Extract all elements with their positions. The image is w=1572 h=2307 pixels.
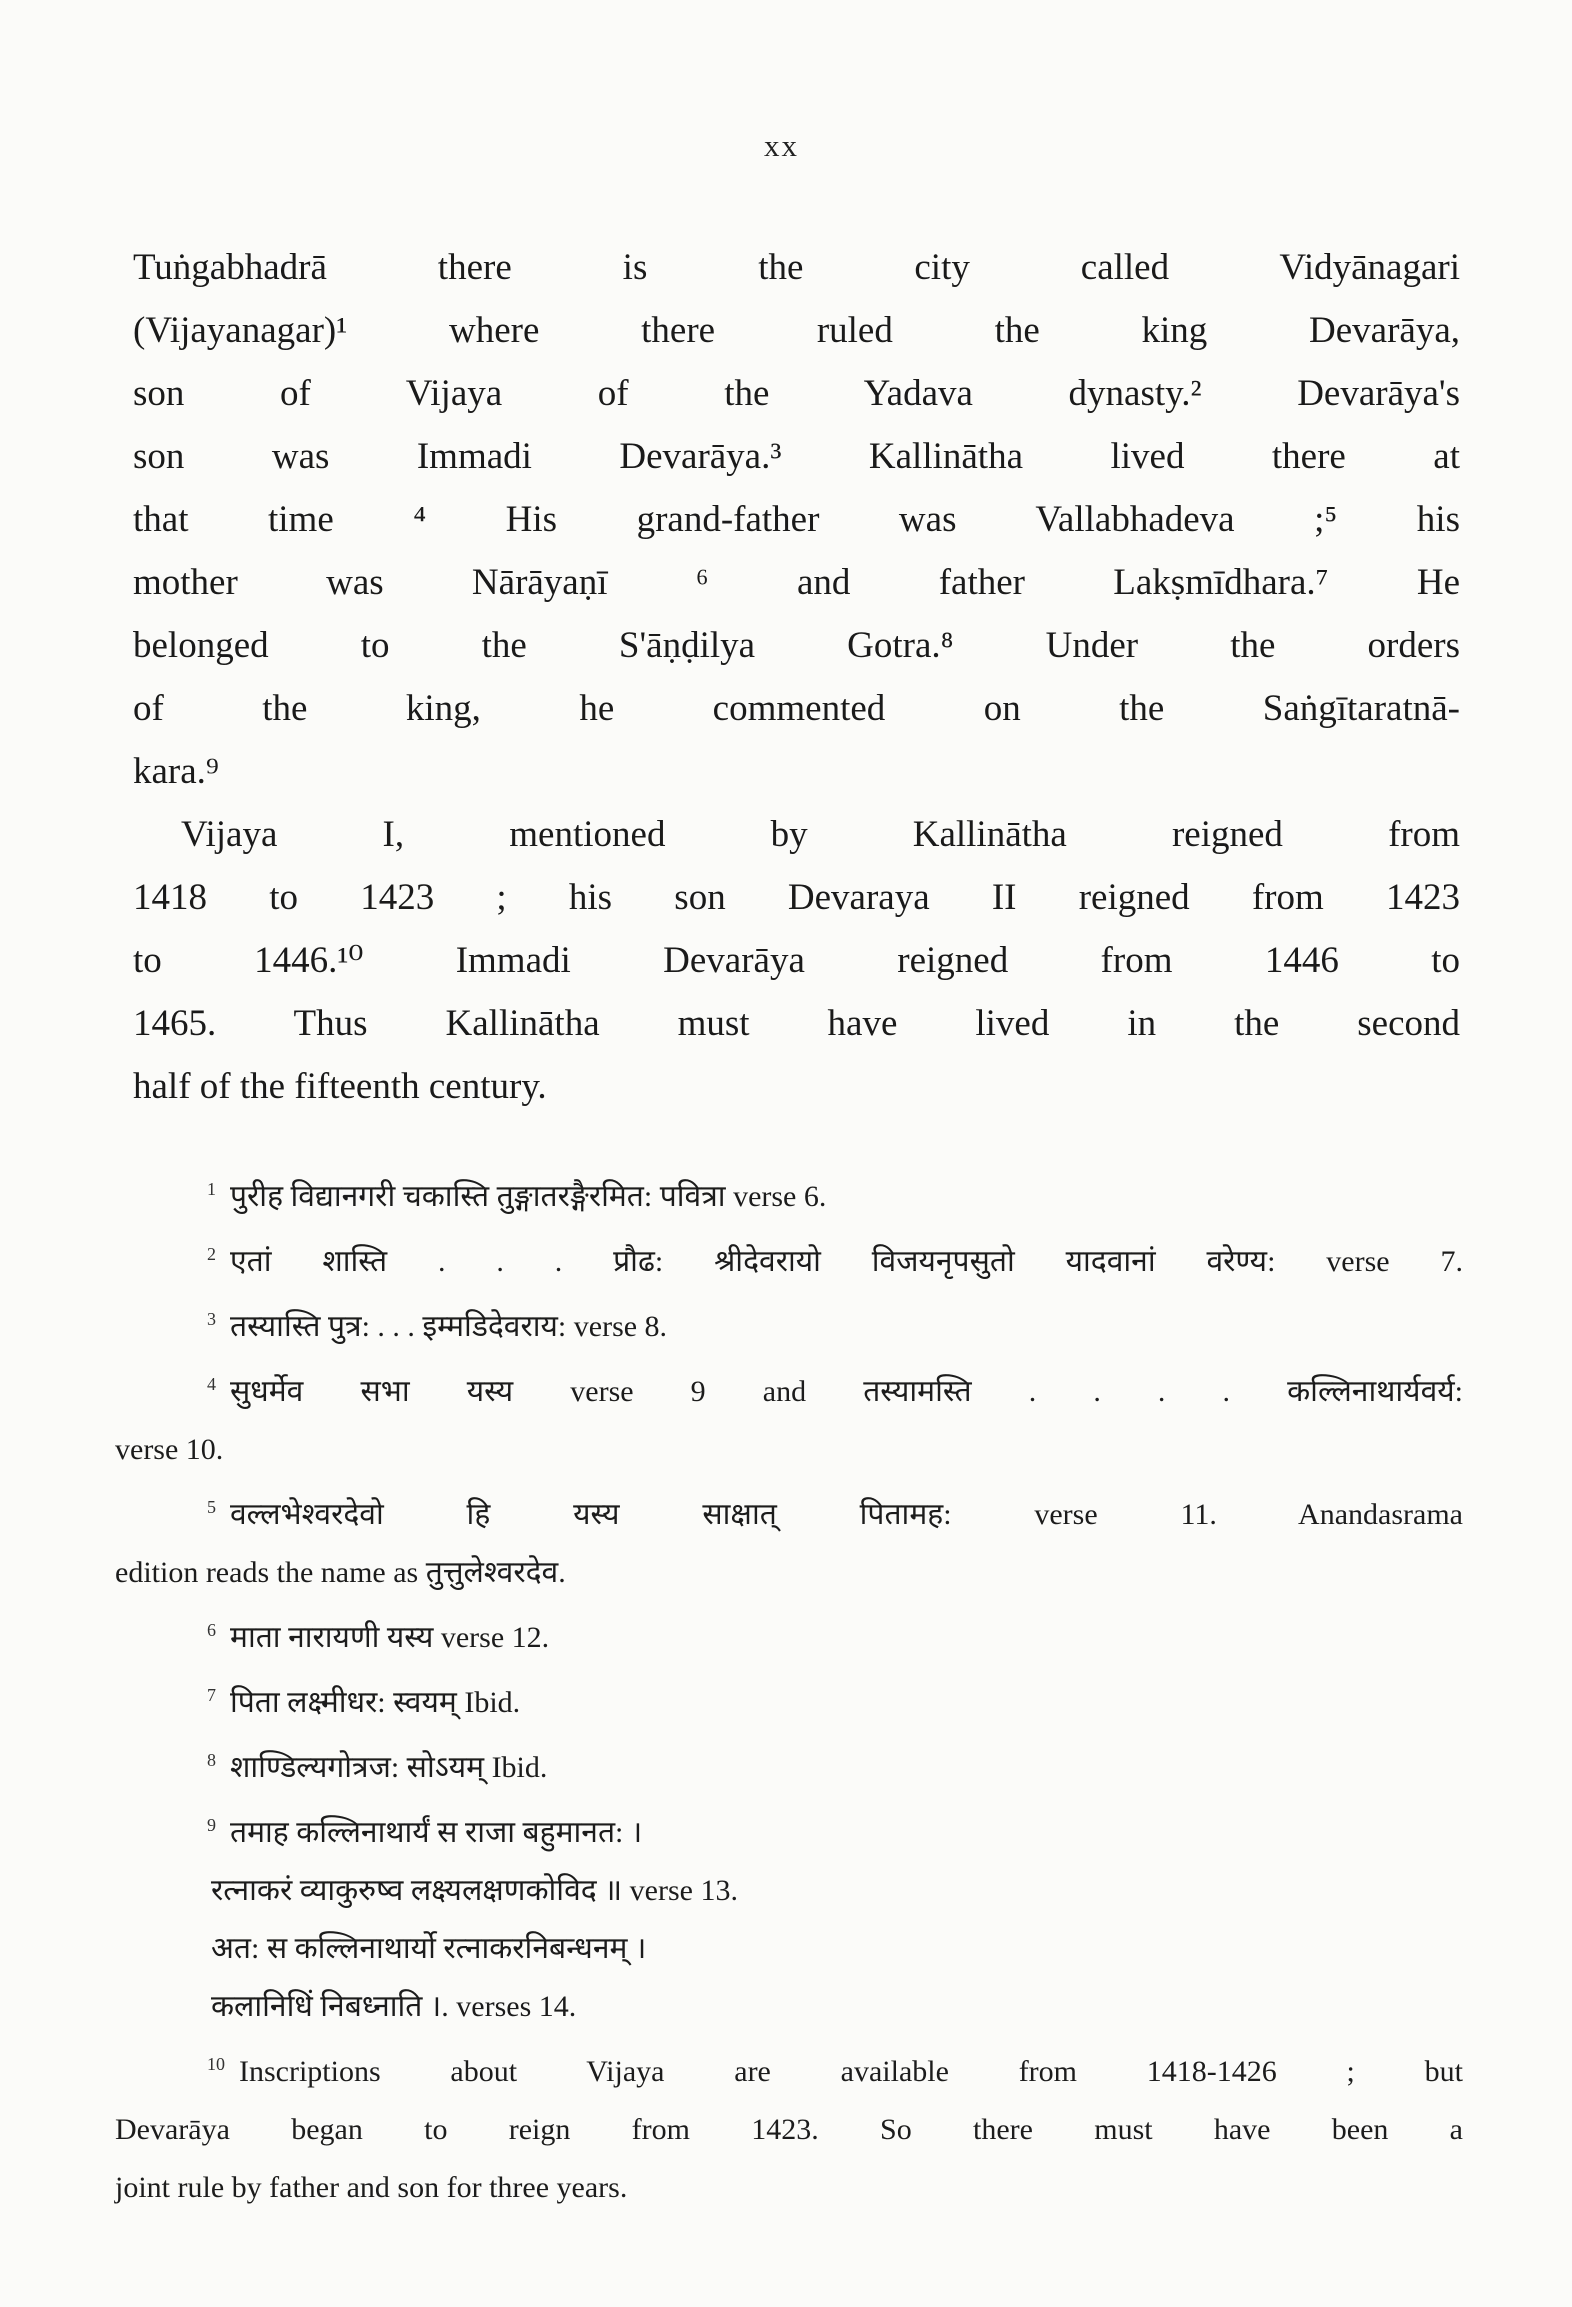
footnote-marker: 10 bbox=[207, 2054, 225, 2074]
footnote-marker: 6 bbox=[207, 1620, 216, 1640]
footnote-line bbox=[115, 1486, 1463, 1544]
text-line: son was Immadi Devarāya.³ Kallinātha lived there at bbox=[133, 436, 1460, 477]
footnote-9 bbox=[115, 1804, 1463, 2036]
text-line: of the king, he commented on the Saṅgītaratnā- bbox=[133, 688, 1460, 729]
footnote-marker: 2 bbox=[207, 1244, 216, 1264]
footnote-line bbox=[115, 2043, 1463, 2101]
text-line: Tuṅgabhadrā there is the city called Vidyānagari bbox=[133, 247, 1460, 288]
text-line: 1418 to 1423 ; his son Devaraya II reigned from 1423 bbox=[133, 877, 1460, 918]
footnote-2 bbox=[115, 1233, 1463, 1291]
footnote-line bbox=[115, 1804, 1463, 1862]
footnote-text: पिता लक्ष्मीधर: स्वयम् Ibid. bbox=[230, 1686, 521, 1719]
footnote-text: तमाह कल्लिनाथार्यं स राजा बहुमानत: । bbox=[230, 1816, 643, 1849]
text-line: belonged to the S'āṇḍilya Gotra.⁸ Under the orders bbox=[133, 625, 1460, 666]
footnote-marker: 5 bbox=[207, 1497, 216, 1517]
footnote-5 bbox=[115, 1486, 1463, 1602]
footnote-marker: 9 bbox=[207, 1815, 216, 1835]
footnote-line bbox=[115, 1298, 1463, 1356]
footnote-marker: 4 bbox=[207, 1374, 216, 1394]
footnote-text: शाण्डिल्यगोत्रज: सोऽयम् Ibid. bbox=[230, 1751, 548, 1784]
footnote-line bbox=[115, 1609, 1463, 1667]
footnote-marker: 8 bbox=[207, 1750, 216, 1770]
text-line: kara.⁹ bbox=[133, 751, 219, 792]
footnote-line: edition reads the name as तुत्तुलेश्वरदेव. bbox=[115, 1556, 566, 1589]
text-line: son of Vijaya of the Yadava dynasty.² Devarāya's bbox=[133, 373, 1460, 414]
footnote-line bbox=[115, 1674, 1463, 1732]
footnotes-section bbox=[115, 1168, 1463, 2217]
footnote-text: Inscriptions about Vijaya are available from 1418-1426 ; but bbox=[239, 2055, 1463, 2088]
footnote-3 bbox=[115, 1298, 1463, 1356]
footnote-line bbox=[115, 1233, 1463, 1291]
footnote-8 bbox=[115, 1739, 1463, 1797]
paragraph-2 bbox=[133, 803, 1460, 1118]
text-line: 1465. Thus Kallinātha must have lived in the second bbox=[133, 1003, 1460, 1044]
footnote-line bbox=[115, 1363, 1463, 1421]
footnote-text: तस्यास्ति पुत्र: . . . इम्मडिदेवराय: verse 8. bbox=[230, 1310, 668, 1343]
footnote-line bbox=[115, 1168, 1463, 1226]
footnote-text: एतां शास्ति . . . प्रौढ: श्रीदेवरायो विजयनृपसुतो यादवानां वरेण्य: verse 7. bbox=[230, 1245, 1463, 1278]
text-line: to 1446.¹⁰ Immadi Devarāya reigned from 1446 to bbox=[133, 940, 1460, 981]
text-line: Vijaya I, mentioned by Kallinātha reigned from bbox=[181, 814, 1460, 855]
footnote-10 bbox=[115, 2043, 1463, 2217]
footnote-7 bbox=[115, 1674, 1463, 1732]
paragraph-1 bbox=[133, 236, 1460, 803]
footnote-text: माता नारायणी यस्य verse 12. bbox=[230, 1621, 550, 1654]
footnote-line: रत्नाकरं व्याकुरुष्व लक्ष्यलक्षणकोविद ॥ verse 13. bbox=[211, 1874, 738, 1907]
footnote-text: पुरीह विद्यानगरी चकास्ति तुङ्गातरङ्गैरमित: पवित्रा verse 6. bbox=[230, 1180, 827, 1213]
footnote-line: joint rule by father and son for three years. bbox=[115, 2171, 628, 2204]
footnote-marker: 1 bbox=[207, 1179, 216, 1199]
text-line: mother was Nārāyaṇī ⁶ and father Lakṣmīdhara.⁷ He bbox=[133, 562, 1460, 603]
footnote-4 bbox=[115, 1363, 1463, 1479]
footnote-text: सुधर्मेव सभा यस्य verse 9 and तस्यामस्ति . . . . कल्लिनाथार्यवर्य: bbox=[230, 1375, 1463, 1408]
footnote-line: Devarāya began to reign from 1423. So there must have been a bbox=[115, 2113, 1463, 2146]
footnote-line: अत: स कल्लिनाथार्यो रत्नाकरनिबन्धनम् । bbox=[211, 1932, 647, 1965]
page-number: xx bbox=[764, 128, 799, 163]
footnote-line: कलानिधिं निबध्नाति ।. verses 14. bbox=[211, 1990, 577, 2023]
footnote-marker: 3 bbox=[207, 1309, 216, 1329]
footnote-6 bbox=[115, 1609, 1463, 1667]
text-line: that time ⁴ His grand-father was Vallabhadeva ;⁵ his bbox=[133, 499, 1460, 540]
footnote-1 bbox=[115, 1168, 1463, 1226]
main-text bbox=[133, 236, 1460, 1118]
footnote-line: verse 10. bbox=[115, 1433, 224, 1466]
footnote-line bbox=[115, 1739, 1463, 1797]
text-line: half of the fifteenth century. bbox=[133, 1066, 547, 1107]
footnote-marker: 7 bbox=[207, 1685, 216, 1705]
footnote-text: वल्लभेश्वरदेवो हि यस्य साक्षात् पितामह: verse 11. Anandasrama bbox=[230, 1498, 1463, 1531]
text-line: (Vijayanagar)¹ where there ruled the king Devarāya, bbox=[133, 310, 1460, 351]
